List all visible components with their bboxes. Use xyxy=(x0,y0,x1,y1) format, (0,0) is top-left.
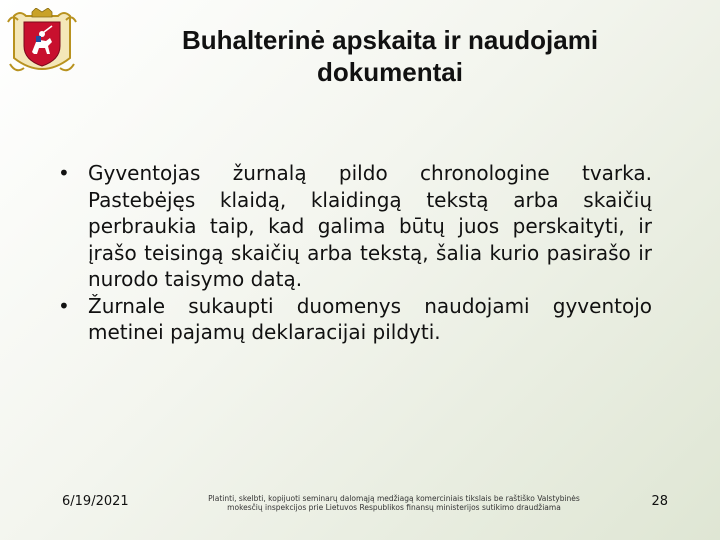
bullet-item xyxy=(58,160,652,293)
footer-copyright-note xyxy=(188,494,600,512)
coat-of-arms-logo xyxy=(6,8,78,78)
footer-note-line-2: mokesčių inspekcijos prie Lietuvos Respublikos finansų ministerijos sutikimo draudžiama xyxy=(227,503,561,512)
lithuanian-coat-of-arms-icon xyxy=(6,8,78,78)
slide-title-line-2: dokumentai xyxy=(317,57,463,87)
bullet-text: Žurnale sukaupti duomenys naudojami gyventojo metinei pajamų deklaracijai pildyti. xyxy=(88,293,652,344)
footer-note-line-1: Platinti, skelbti, kopijuoti seminarų dalomąją medžiagą komerciniais tikslais be raštiško Valstybinės xyxy=(208,494,580,503)
bullet-icon: • xyxy=(58,161,70,185)
bullet-text: Gyventojas žurnalą pildo chronologine tvarka. Pastebėjęs klaidą, klaidingą tekstą arba skaičių perbraukia taip, kad galima būtų juos perskaityti, ir įrašo teisingą skaičių arba tekstą, šalia kurio pasirašo ir nurodo taisymo datą. xyxy=(88,161,652,291)
slide-title xyxy=(100,24,680,88)
footer-date: 6/19/2021 xyxy=(62,494,129,509)
slide-title-line-1: Buhalterinė apskaita ir naudojami xyxy=(181,25,599,55)
bullet-icon: • xyxy=(58,293,70,318)
bullet-list xyxy=(58,160,652,346)
bullet-item xyxy=(58,293,652,346)
page-number: 28 xyxy=(651,494,668,509)
